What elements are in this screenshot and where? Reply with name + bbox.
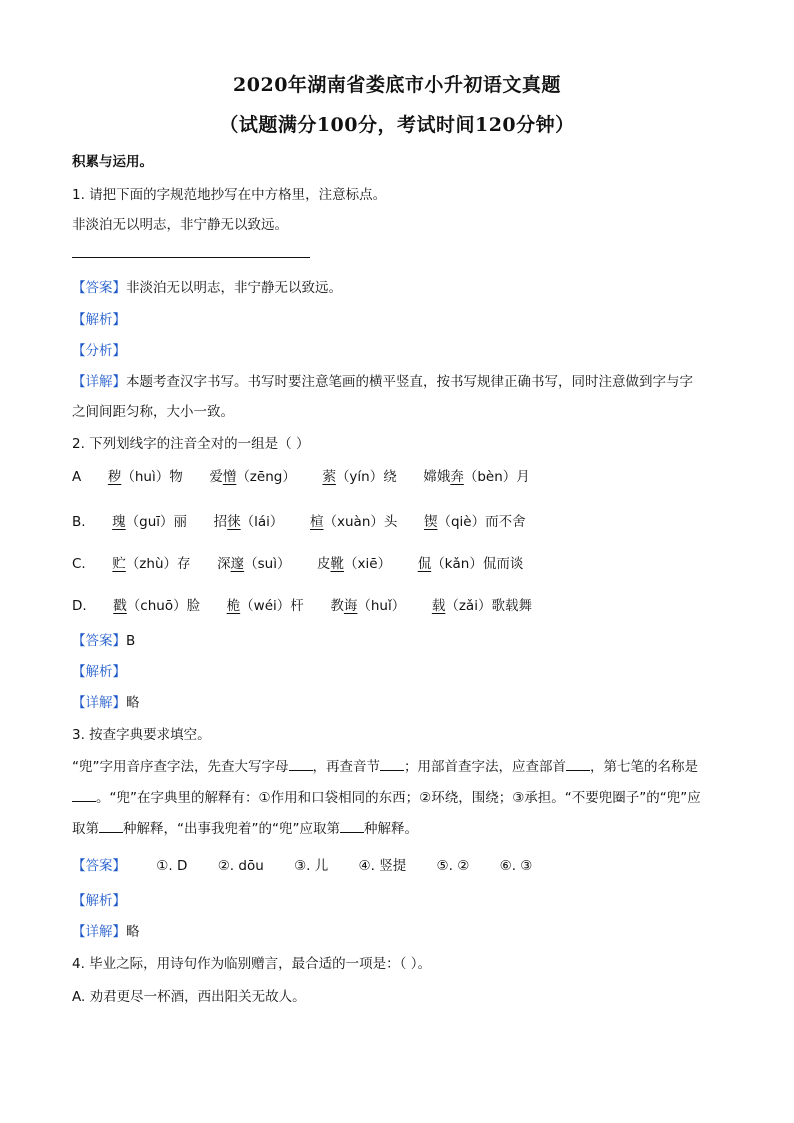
word-char: 深 (217, 556, 231, 572)
q3-line1 (72, 755, 698, 775)
pinyin: （xiē） (344, 556, 392, 572)
underlined-char: 徕 (227, 514, 241, 530)
answer-item: ④. 竖提 (358, 858, 407, 874)
underlined-char: 贮 (112, 556, 126, 572)
q3-answer (72, 854, 532, 874)
page-title: 2020年湖南省娄底市小升初语文真题 (233, 74, 561, 96)
q3-text-part: ，第七笔的名称是 (590, 759, 698, 775)
pinyin: （suì） (244, 556, 291, 572)
detail-tag: 【详解】 (72, 924, 126, 940)
option-label: C. (72, 556, 86, 572)
word-char: 招 (213, 514, 228, 530)
underlined-char: 桅 (226, 598, 241, 614)
underlined-char: 憎 (222, 469, 237, 485)
answer-tag: 【答案】 (72, 858, 126, 874)
word-char: 教 (330, 598, 344, 614)
answer-item: ⑤. ② (436, 858, 470, 874)
underlined-char: 奔 (450, 469, 464, 485)
pinyin: （guī）丽 (125, 514, 188, 530)
underlined-char: 诲 (343, 598, 358, 614)
q1-text: 1. 请把下面的字规范地抄写在中方格里，注意标点。 (72, 187, 387, 203)
q3-detail (72, 920, 140, 940)
q1-detail-line1 (72, 370, 693, 390)
answer-item: ⑥. ③ (499, 858, 533, 874)
detail-text: 略 (126, 924, 140, 940)
answer-tag: 【答案】 (72, 633, 126, 649)
fill-blank (566, 758, 590, 771)
q3-text: 3. 按查字典要求填空。 (72, 727, 211, 743)
pinyin: （xuàn）头 (323, 514, 398, 530)
answer-item: ①. D (156, 858, 188, 874)
pinyin: （huǐ） (357, 598, 406, 614)
q2-option-a (72, 465, 530, 485)
q3-text-part: 种解释。 (363, 821, 418, 837)
q4-option-a: A. 劝君更尽一杯酒，西出阳关无故人。 (72, 989, 306, 1005)
detail-tag: 【详解】 (72, 374, 126, 390)
underlined-char: 萦 (322, 469, 336, 485)
word-char: 嫦娥 (423, 469, 451, 485)
pinyin: （zǎi）歌载舞 (445, 598, 532, 614)
q2-option-b (72, 510, 526, 530)
q3-line2 (72, 786, 701, 806)
q2-option-d (72, 594, 532, 614)
answer-item: ②. dōu (217, 858, 264, 874)
answer-text: B (126, 633, 136, 649)
pinyin: （chuō）脸 (126, 598, 201, 614)
q2-detail (72, 691, 140, 711)
answer-item: ③. 儿 (294, 858, 329, 874)
section-label: 积累与运用。 (72, 154, 153, 170)
analysis-tag: 【解析】 (72, 312, 126, 328)
pinyin: （kǎn）侃而谈 (431, 556, 524, 572)
underlined-char: 靴 (330, 556, 345, 572)
detail-tag: 【详解】 (72, 695, 126, 711)
q3-text-part: ；用部首查字法，应查部首 (404, 759, 566, 775)
option-label: D. (72, 598, 87, 614)
q3-text-part: “兜”字用音序查字法，先查大写字母 (72, 759, 289, 775)
word-char: 皮 (317, 556, 331, 572)
underlined-char: 邃 (230, 556, 245, 572)
underlined-char: 楦 (310, 514, 324, 530)
pinyin: （lái） (240, 514, 284, 530)
word-char: 爱 (209, 469, 223, 485)
pinyin: （zhù）存 (125, 556, 191, 572)
analysis-tag: 【解析】 (72, 664, 126, 680)
underlined-char: 秽 (107, 469, 122, 485)
answer-text: 非淡泊无以明志，非宁静无以致远。 (126, 280, 342, 296)
q4-text: 4. 毕业之际，用诗句作为临别赠言，最合适的一项是：（ ）。 (72, 956, 431, 972)
q1-detail-line2: 之间间距匀称，大小一致。 (72, 404, 234, 420)
q1-answer (72, 276, 342, 296)
underlined-char: 锲 (423, 514, 438, 530)
detail-text: 略 (126, 695, 140, 711)
pinyin: （yín）绕 (335, 469, 397, 485)
fill-blank (99, 820, 123, 833)
page-subtitle: （试题满分100分，考试时间120分钟） (219, 114, 575, 136)
q2-option-c (72, 552, 523, 572)
q3-text-part: ，再查音节 (312, 759, 380, 775)
q3-line3 (72, 817, 418, 837)
option-label: A (72, 469, 82, 485)
fill-blank (72, 789, 96, 802)
fill-blank (380, 758, 404, 771)
q1-content: 非淡泊无以明志，非宁静无以致远。 (72, 217, 288, 233)
fill-blank (289, 758, 313, 771)
q3-text-part: 。“兜”在字典里的解释有：①作用和口袋相同的东西；②环绕，围绕；③承担。“不要兜圈子”的“兜”应 (96, 790, 701, 806)
underlined-char: 侃 (417, 556, 432, 572)
underlined-char: 戳 (113, 598, 127, 614)
analysis-tag: 【解析】 (72, 893, 126, 909)
pinyin: （huì）物 (121, 469, 183, 485)
underlined-char: 载 (431, 598, 446, 614)
q3-text-part: 种解释，“出事我兜着”的“兜”应取第 (123, 821, 340, 837)
answer-tag: 【答案】 (72, 280, 126, 296)
underlined-char: 瑰 (112, 514, 126, 530)
fenxi-tag: 【分析】 (72, 343, 126, 359)
option-label: B. (72, 514, 86, 530)
fill-blank (340, 820, 364, 833)
pinyin: （bèn）月 (463, 469, 530, 485)
q3-text-part: 取第 (72, 821, 99, 837)
pinyin: （zēng） (236, 469, 296, 485)
q2-answer (72, 629, 135, 649)
pinyin: （qiè）而不舍 (437, 514, 526, 530)
pinyin: （wéi）杆 (240, 598, 304, 614)
q2-text: 2. 下列划线字的注音全对的一组是（ ） (72, 436, 310, 452)
detail-text: 本题考查汉字书写。书写时要注意笔画的横平竖直，按书写规律正确书写，同时注意做到字与字 (126, 374, 693, 390)
answer-line (72, 257, 310, 258)
